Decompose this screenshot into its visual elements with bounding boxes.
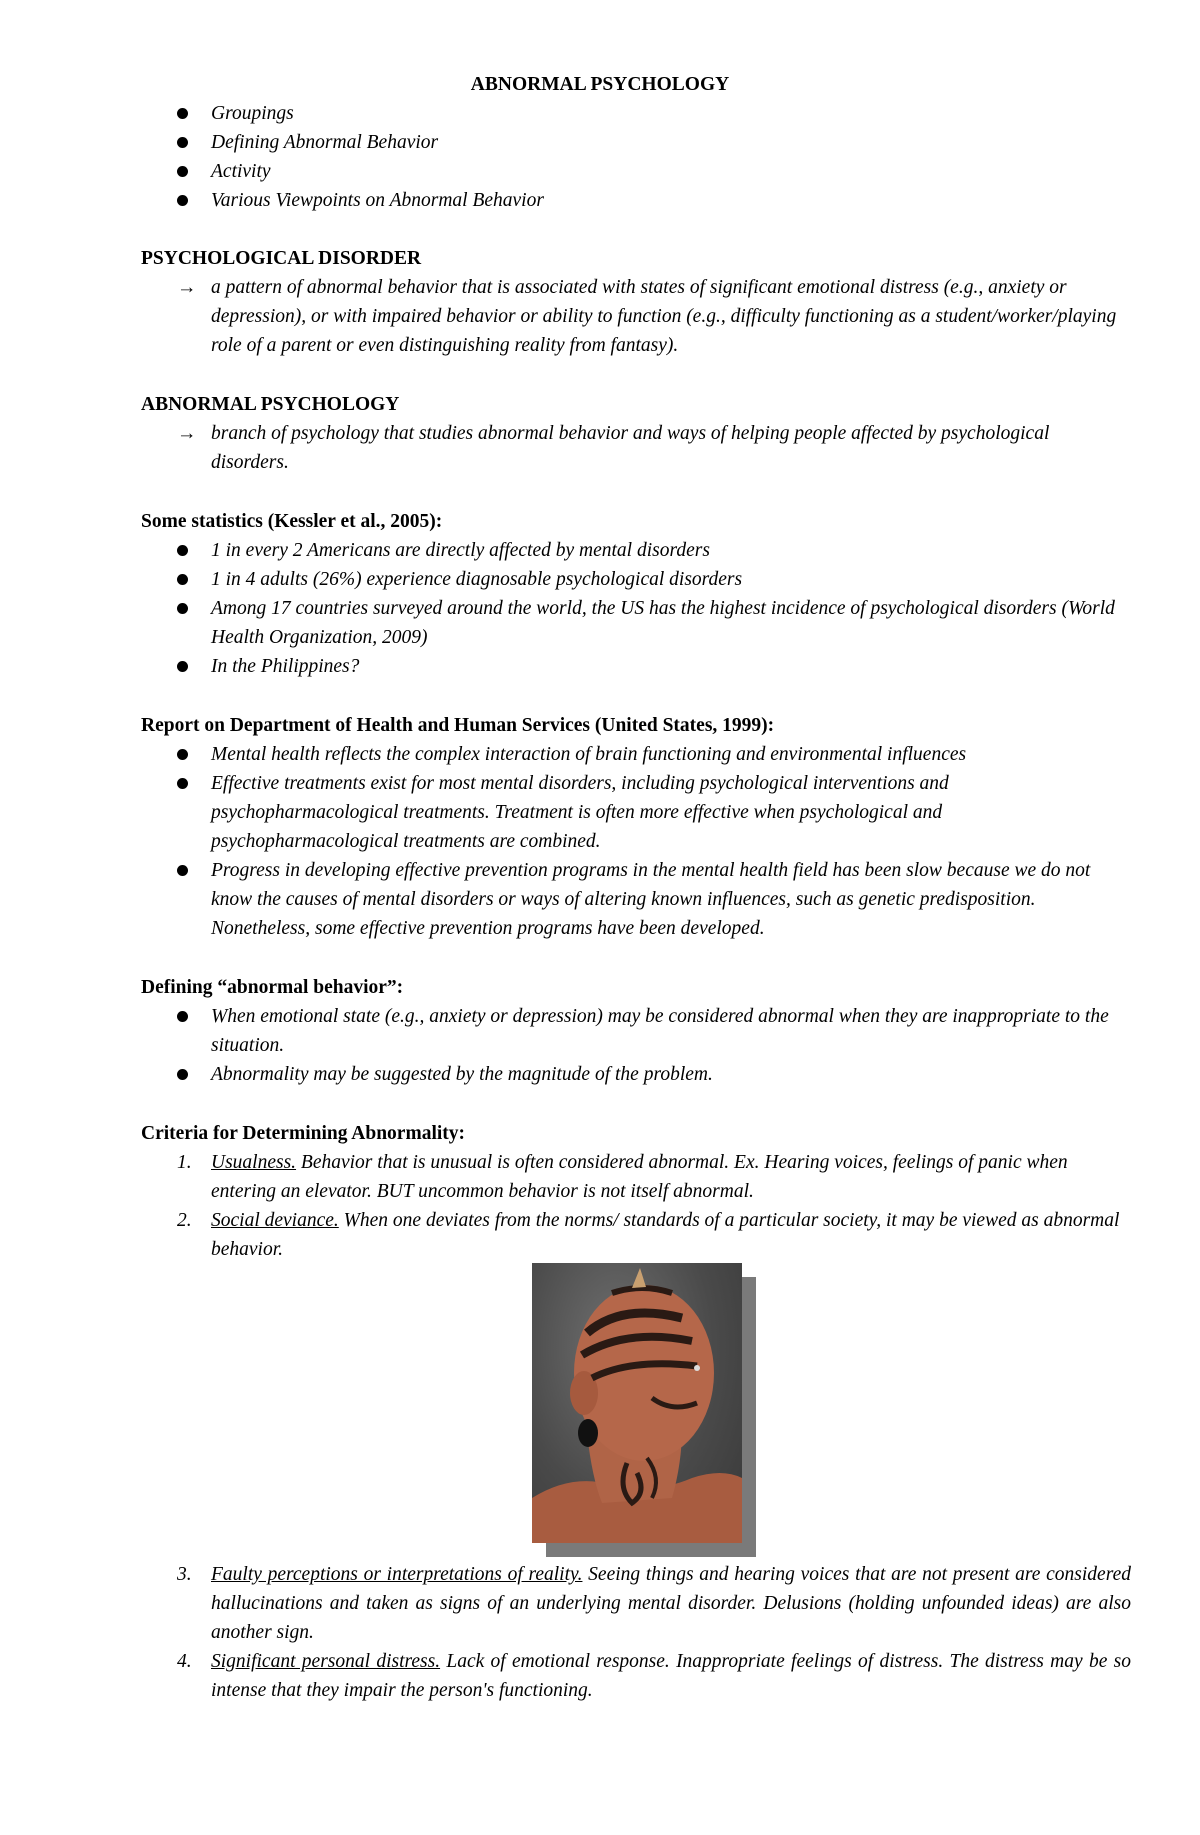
defining-section: [141, 973, 1131, 1089]
criteria-text: Lack of emotional response. Inappropriate feelings of distress. The distress may be so intense that they impair the person's functioning.: [211, 1651, 1131, 1701]
bullet-icon: [177, 108, 188, 119]
list-item-text: Among 17 countries surveyed around the world, the US has the highest incidence of psychological disorders (World Health Organization, 2009): [211, 598, 1115, 648]
photo-image: [532, 1263, 742, 1543]
definition-text: a pattern of abnormal behavior that is associated with states of significant emotional distress (e.g., anxiety or depression), or with impaired behavior or ability to function (e.g., difficulty functioning as a student/worker/playing role of a parent or even distinguishing reality from fantasy).: [211, 277, 1117, 356]
list-item: [141, 769, 1131, 856]
list-item: [141, 565, 1131, 594]
list-item-text: When emotional state (e.g., anxiety or depression) may be considered abnormal when they are inappropriate to the situation.: [211, 1006, 1109, 1056]
list-item-text: In the Philippines?: [211, 656, 360, 677]
arrow-icon: →: [177, 423, 197, 444]
item-number: 3.: [177, 1564, 192, 1585]
tattooed-man-photo: [532, 1263, 758, 1559]
tattooed-face-illustration: [532, 1263, 742, 1543]
list-item: [141, 99, 1131, 128]
criteria-text: When one deviates from the norms/ standards of a particular society, it may be viewed as abnormal behavior.: [211, 1210, 1120, 1260]
list-item: [141, 652, 1131, 681]
list-item: [141, 157, 1131, 186]
list-item-text: Abnormality may be suggested by the magnitude of the problem.: [211, 1064, 713, 1085]
list-item-text: Mental health reflects the complex interaction of brain functioning and environmental influences: [211, 744, 967, 765]
list-item: [141, 594, 1131, 652]
bullet-icon: [177, 195, 188, 206]
list-item: [141, 856, 1131, 943]
bullet-icon: [177, 749, 188, 760]
bullet-icon: [177, 1011, 188, 1022]
statistics-section: [141, 507, 1131, 681]
defining-heading: Defining “abnormal behavior”:: [141, 977, 404, 998]
criteria-list-continued: [141, 1560, 1131, 1705]
criteria-text: Behavior that is unusual is often considered abnormal. Ex. Hearing voices, feelings of panic when entering an elevator. BUT uncommon behavior is not itself abnormal.: [211, 1152, 1068, 1202]
criteria-list: [141, 1148, 1131, 1264]
criteria-item: [141, 1148, 1131, 1206]
criteria-item: [141, 1560, 1131, 1647]
bullet-icon: [177, 778, 188, 789]
criteria-term: Significant personal distress.: [211, 1651, 441, 1672]
list-item: [141, 1002, 1131, 1060]
bullet-icon: [177, 137, 188, 148]
disorder-section: [141, 244, 1131, 360]
report-section: [141, 711, 1131, 943]
bullet-icon: [177, 545, 188, 556]
list-item-text: 1 in 4 adults (26%) experience diagnosable psychological disorders: [211, 569, 743, 590]
criteria-term: Social deviance.: [211, 1210, 339, 1231]
list-item-text: Defining Abnormal Behavior: [211, 132, 439, 153]
bullet-icon: [177, 166, 188, 177]
list-item: [141, 1060, 1131, 1089]
abnormal-section: [141, 390, 1131, 477]
abnormal-heading: ABNORMAL PSYCHOLOGY: [141, 394, 400, 415]
defining-list: [141, 1002, 1131, 1089]
criteria-section: [141, 1119, 1131, 1264]
criteria-heading: Criteria for Determining Abnormality:: [141, 1123, 466, 1144]
list-item: [141, 740, 1131, 769]
document-title: ABNORMAL PSYCHOLOGY: [470, 74, 730, 95]
bullet-icon: [177, 603, 188, 614]
list-item-text: Progress in developing effective prevention programs in the mental health field has been slow because we do not know the causes of mental disorders or ways of altering known influences, such as genetic predisposition. Nonetheless, some effective prevention programs have been developed.: [211, 860, 1091, 939]
criteria-term: Usualness.: [211, 1152, 297, 1173]
report-heading: Report on Department of Health and Human Services (United States, 1999):: [141, 715, 775, 736]
item-number: 1.: [177, 1152, 192, 1173]
arrow-icon: →: [177, 277, 197, 298]
list-item: [141, 536, 1131, 565]
disorder-heading: PSYCHOLOGICAL DISORDER: [141, 248, 422, 269]
list-item-text: Various Viewpoints on Abnormal Behavior: [211, 190, 544, 211]
list-item-text: 1 in every 2 Americans are directly affected by mental disorders: [211, 540, 710, 561]
list-item-text: Activity: [211, 161, 271, 182]
list-item-text: Effective treatments exist for most mental disorders, including psychological interventions and psychopharmacological treatments. Treatment is often more effective when psychological and psychopharmacological treatments are combined.: [211, 773, 949, 852]
definition-text: branch of psychology that studies abnormal behavior and ways of helping people affected by psychological disorders.: [211, 423, 1050, 473]
item-number: 2.: [177, 1210, 192, 1231]
list-item: [141, 128, 1131, 157]
bullet-icon: [177, 1069, 188, 1080]
list-item: [141, 186, 1131, 215]
item-number: 4.: [177, 1651, 192, 1672]
criteria-item: [141, 1206, 1131, 1264]
bullet-icon: [177, 574, 188, 585]
criteria-text: Seeing things and hearing voices that are not present are considered hallucinations and taken as signs of an underlying mental disorder. Delusions (holding unfounded ideas) are also another sign.: [211, 1564, 1131, 1643]
disorder-definition: [141, 273, 1131, 360]
bullet-icon: [177, 865, 188, 876]
criteria-item: [141, 1647, 1131, 1705]
list-item-text: Groupings: [211, 103, 294, 124]
criteria-term: Faulty perceptions or interpretations of reality.: [211, 1564, 583, 1585]
outline-list: [141, 99, 1131, 215]
report-list: [141, 740, 1131, 943]
outline-section: [141, 99, 1131, 215]
bullet-icon: [177, 661, 188, 672]
abnormal-definition: [141, 419, 1131, 477]
criteria-continued-section: [141, 1560, 1131, 1705]
statistics-list: [141, 536, 1131, 681]
statistics-heading: Some statistics (Kessler et al., 2005):: [141, 511, 443, 532]
